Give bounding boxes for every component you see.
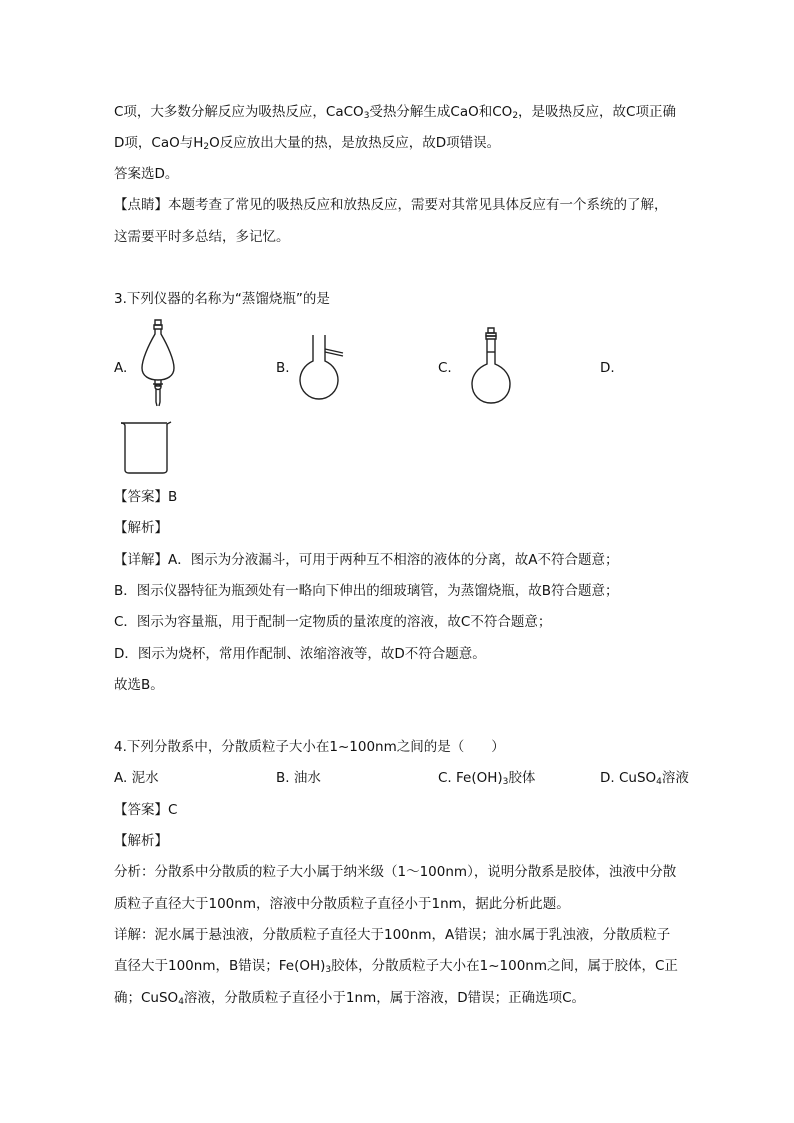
q4-analysis-head: 【解析】 <box>114 833 168 849</box>
volumetric-flask-icon <box>468 326 514 406</box>
q3-detail-b: B．图示仪器特征为瓶颈处有一略向下伸出的细玻璃管，为蒸馏烧瓶，故B符合题意； <box>114 583 619 599</box>
q3-answer: 【答案】B <box>114 489 178 505</box>
option-d-label: D. <box>600 360 615 376</box>
option-c-label: C. <box>438 360 452 376</box>
q4-analysis-line-2: 质粒子直径大于100nm，溶液中分散质粒子直径小于1nm，据此分析此题。 <box>114 896 570 912</box>
question-4-stem: 4.下列分散系中，分散质粒子大小在1~100nm之间的是（ ） <box>114 739 505 755</box>
q3-detail-c: C．图示为容量瓶，用于配制一定物质的量浓度的溶液，故C不符合题意； <box>114 614 552 630</box>
q4-option-b: B. 油水 <box>276 770 321 786</box>
separatory-funnel-icon <box>136 318 180 410</box>
explanation-d-line: D项，CaO与$H_2O$反应放出大量的热，是放热反应，故D项错误。 <box>114 135 501 152</box>
q4-answer: 【答案】C <box>114 802 178 818</box>
question-3-stem: 3.下列仪器的名称为“蒸馏烧瓶”的是 <box>114 291 330 307</box>
q3-detail-d: D．图示为烧杯，常用作配制、浓缩溶液等，故D不符合题意。 <box>114 646 486 662</box>
q4-option-a: A. 泥水 <box>114 770 159 786</box>
comment-line-2: 这需要平时多总结，多记忆。 <box>114 229 290 245</box>
q3-analysis-head: 【解析】 <box>114 520 168 536</box>
q3-conclusion: 故选B。 <box>114 677 164 693</box>
comment-line-1: 【点睛】本题考查了常见的吸热反应和放热反应，需要对其常见具体反应有一个系统的了解， <box>114 197 668 213</box>
q4-detail-line-1: 详解：泥水属于悬浊液，分散质粒子直径大于100nm，A错误；油水属于乳浊液，分散质粒子 <box>114 927 671 943</box>
option-b-label: B. <box>276 360 290 376</box>
explanation-c-line: C项，大多数分解反应为吸热反应，CaCO$_3$受热分解生成CaO和$CO_2$，是吸热反应，故C项正确 <box>114 104 676 121</box>
q4-detail-line-3: 确；CuSO$_4$溶液，分散质粒子直径小于1nm，属于溶液，D错误；正确选项C。 <box>114 990 586 1007</box>
q4-option-d: D. CuSO$_4$溶液 <box>600 770 689 787</box>
q4-option-c: C. $Fe(OH)_3$胶体 <box>438 770 536 787</box>
answer-line: 答案选D。 <box>114 166 179 182</box>
option-a-label: A. <box>114 360 128 376</box>
q4-detail-line-2: 直径大于100nm，B错误；$Fe(OH)_3$胶体，分散质粒子大小在1~100nm之间，属于胶体，C正 <box>114 958 678 975</box>
beaker-icon <box>118 420 174 476</box>
q4-analysis-line-1: 分析：分散系中分散质的粒子大小属于纳米级（1～100nm），说明分散系是胶体，浊液中分散 <box>114 864 677 880</box>
q3-detail-a: 【详解】A．图示为分液漏斗，可用于两种互不相溶的液体的分离，故A不符合题意； <box>114 552 619 568</box>
distillation-flask-icon <box>298 333 346 401</box>
